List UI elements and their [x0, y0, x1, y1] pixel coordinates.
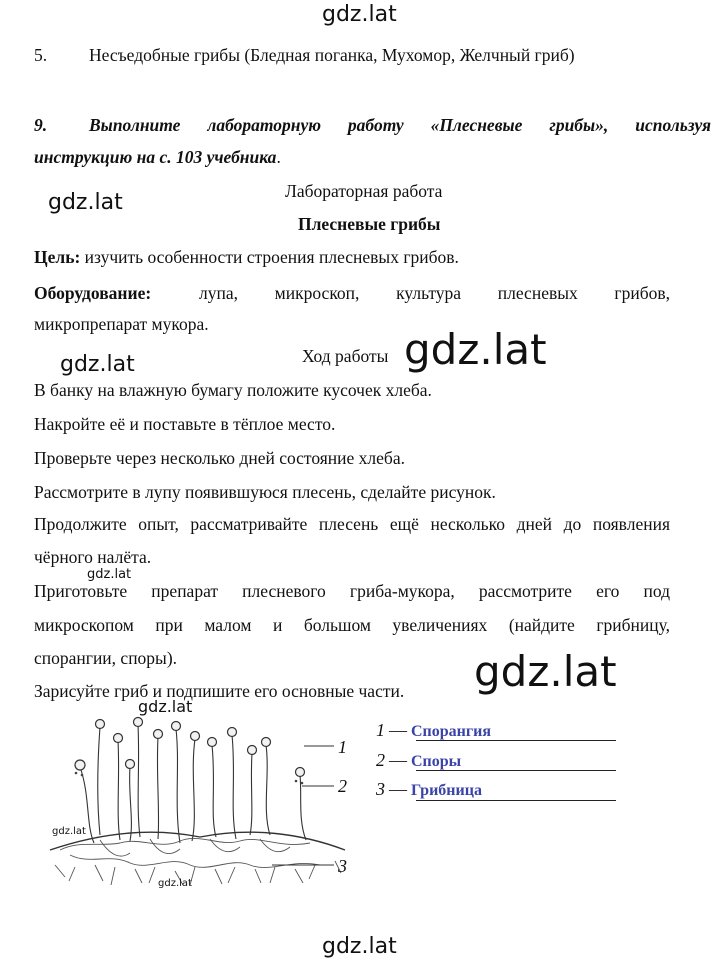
watermark-left-2: gdz.lat: [60, 352, 135, 377]
answer-dash-1: —: [389, 720, 407, 740]
watermark-right-big: gdz.lat: [474, 647, 617, 696]
step-1: В банку на влажную бумагу положите кусочек хлеба.: [34, 380, 432, 400]
equipment-line2: микропрепарат мукора.: [34, 314, 209, 334]
answer-num-1: 1: [376, 720, 385, 740]
callout-label-1: 1: [338, 737, 347, 757]
substrate-line: [50, 832, 345, 850]
answer-underline-3: [416, 800, 616, 801]
answer-num-3: 3: [376, 779, 385, 799]
sporangia-heads: [75, 718, 305, 777]
step-5-line1: Продолжите опыт, рассматривайте плесень ещё несколько дней до появления: [34, 514, 670, 534]
goal-line: [34, 246, 459, 268]
watermark-top: gdz.lat: [322, 2, 397, 27]
callout-label-2: 2: [338, 776, 347, 796]
lab-heading: Лабораторная работа: [285, 181, 443, 201]
equipment-list: лупа, микроскоп, культура плесневых грибов,: [199, 283, 670, 303]
answer-dash-2: —: [389, 750, 407, 770]
watermark-bottom: gdz.lat: [322, 934, 397, 959]
answer-text-2: Споры: [411, 753, 462, 770]
answer-text-1: Спорангия: [411, 723, 492, 740]
task-9-line1: Выполните лабораторную работу «Плесневые грибы», используя: [89, 115, 711, 135]
task-9-line2-wrap: [34, 146, 281, 168]
answer-row-3: [376, 779, 482, 800]
step-6-line2: микроскопом при малом и большом увеличениях (найдите грибницу,: [34, 615, 670, 635]
answer-num-2: 2: [376, 750, 385, 770]
step-2: Накройте её и поставьте в тёплое место.: [34, 414, 336, 434]
step-4: Рассмотрите в лупу появившуюся плесень, сделайте рисунок.: [34, 482, 496, 502]
step-6-line1: Приготовьте препарат плесневого гриба-мукора, рассмотрите его под: [34, 581, 670, 601]
watermark-left-1: gdz.lat: [48, 190, 123, 215]
watermark-figure-bottom: gdz.lat: [158, 878, 192, 889]
goal-label: Цель:: [34, 247, 81, 267]
goal-text: изучить особенности строения плесневых грибов.: [84, 247, 459, 267]
task-9-number: 9.: [34, 115, 48, 135]
watermark-figure-left: gdz.lat: [52, 826, 86, 837]
item-5-text: Несъедобные грибы (Бледная поганка, Мухомор, Желчный гриб): [89, 45, 575, 65]
mucor-drawing: [40, 715, 360, 900]
step-7: Зарисуйте гриб и подпишите его основные части.: [34, 681, 405, 701]
mycelium-network: [55, 838, 341, 885]
task-9-line2: инструкцию на с. 103 учебника: [34, 147, 277, 167]
task-9-line2-end: .: [276, 147, 281, 167]
equipment-label: Оборудование:: [34, 283, 152, 303]
item-5-number: 5.: [34, 45, 48, 65]
answer-underline-1: [416, 740, 616, 741]
answer-text-3: Грибница: [411, 782, 482, 799]
answer-underline-2: [416, 770, 616, 771]
watermark-center-big: gdz.lat: [404, 325, 547, 374]
equipment-line1: [34, 282, 670, 304]
hyphae-stalks: [80, 725, 306, 843]
watermark-figure-top: gdz.lat: [138, 697, 193, 716]
answer-dash-3: —: [389, 779, 407, 799]
step-6-line3: спорангии, споры).: [34, 648, 178, 668]
lab-title: Плесневые грибы: [298, 214, 441, 234]
step-3: Проверьте через несколько дней состояние хлеба.: [34, 448, 405, 468]
step-5-line2: чёрного налёта.: [34, 547, 152, 567]
answer-row-2: [376, 750, 461, 771]
answer-row-1: [376, 720, 491, 741]
spores: [75, 772, 304, 785]
progress-heading: Ход работы: [302, 346, 389, 366]
callout-label-3: 3: [338, 856, 347, 876]
watermark-small-1: gdz.lat: [87, 567, 132, 582]
